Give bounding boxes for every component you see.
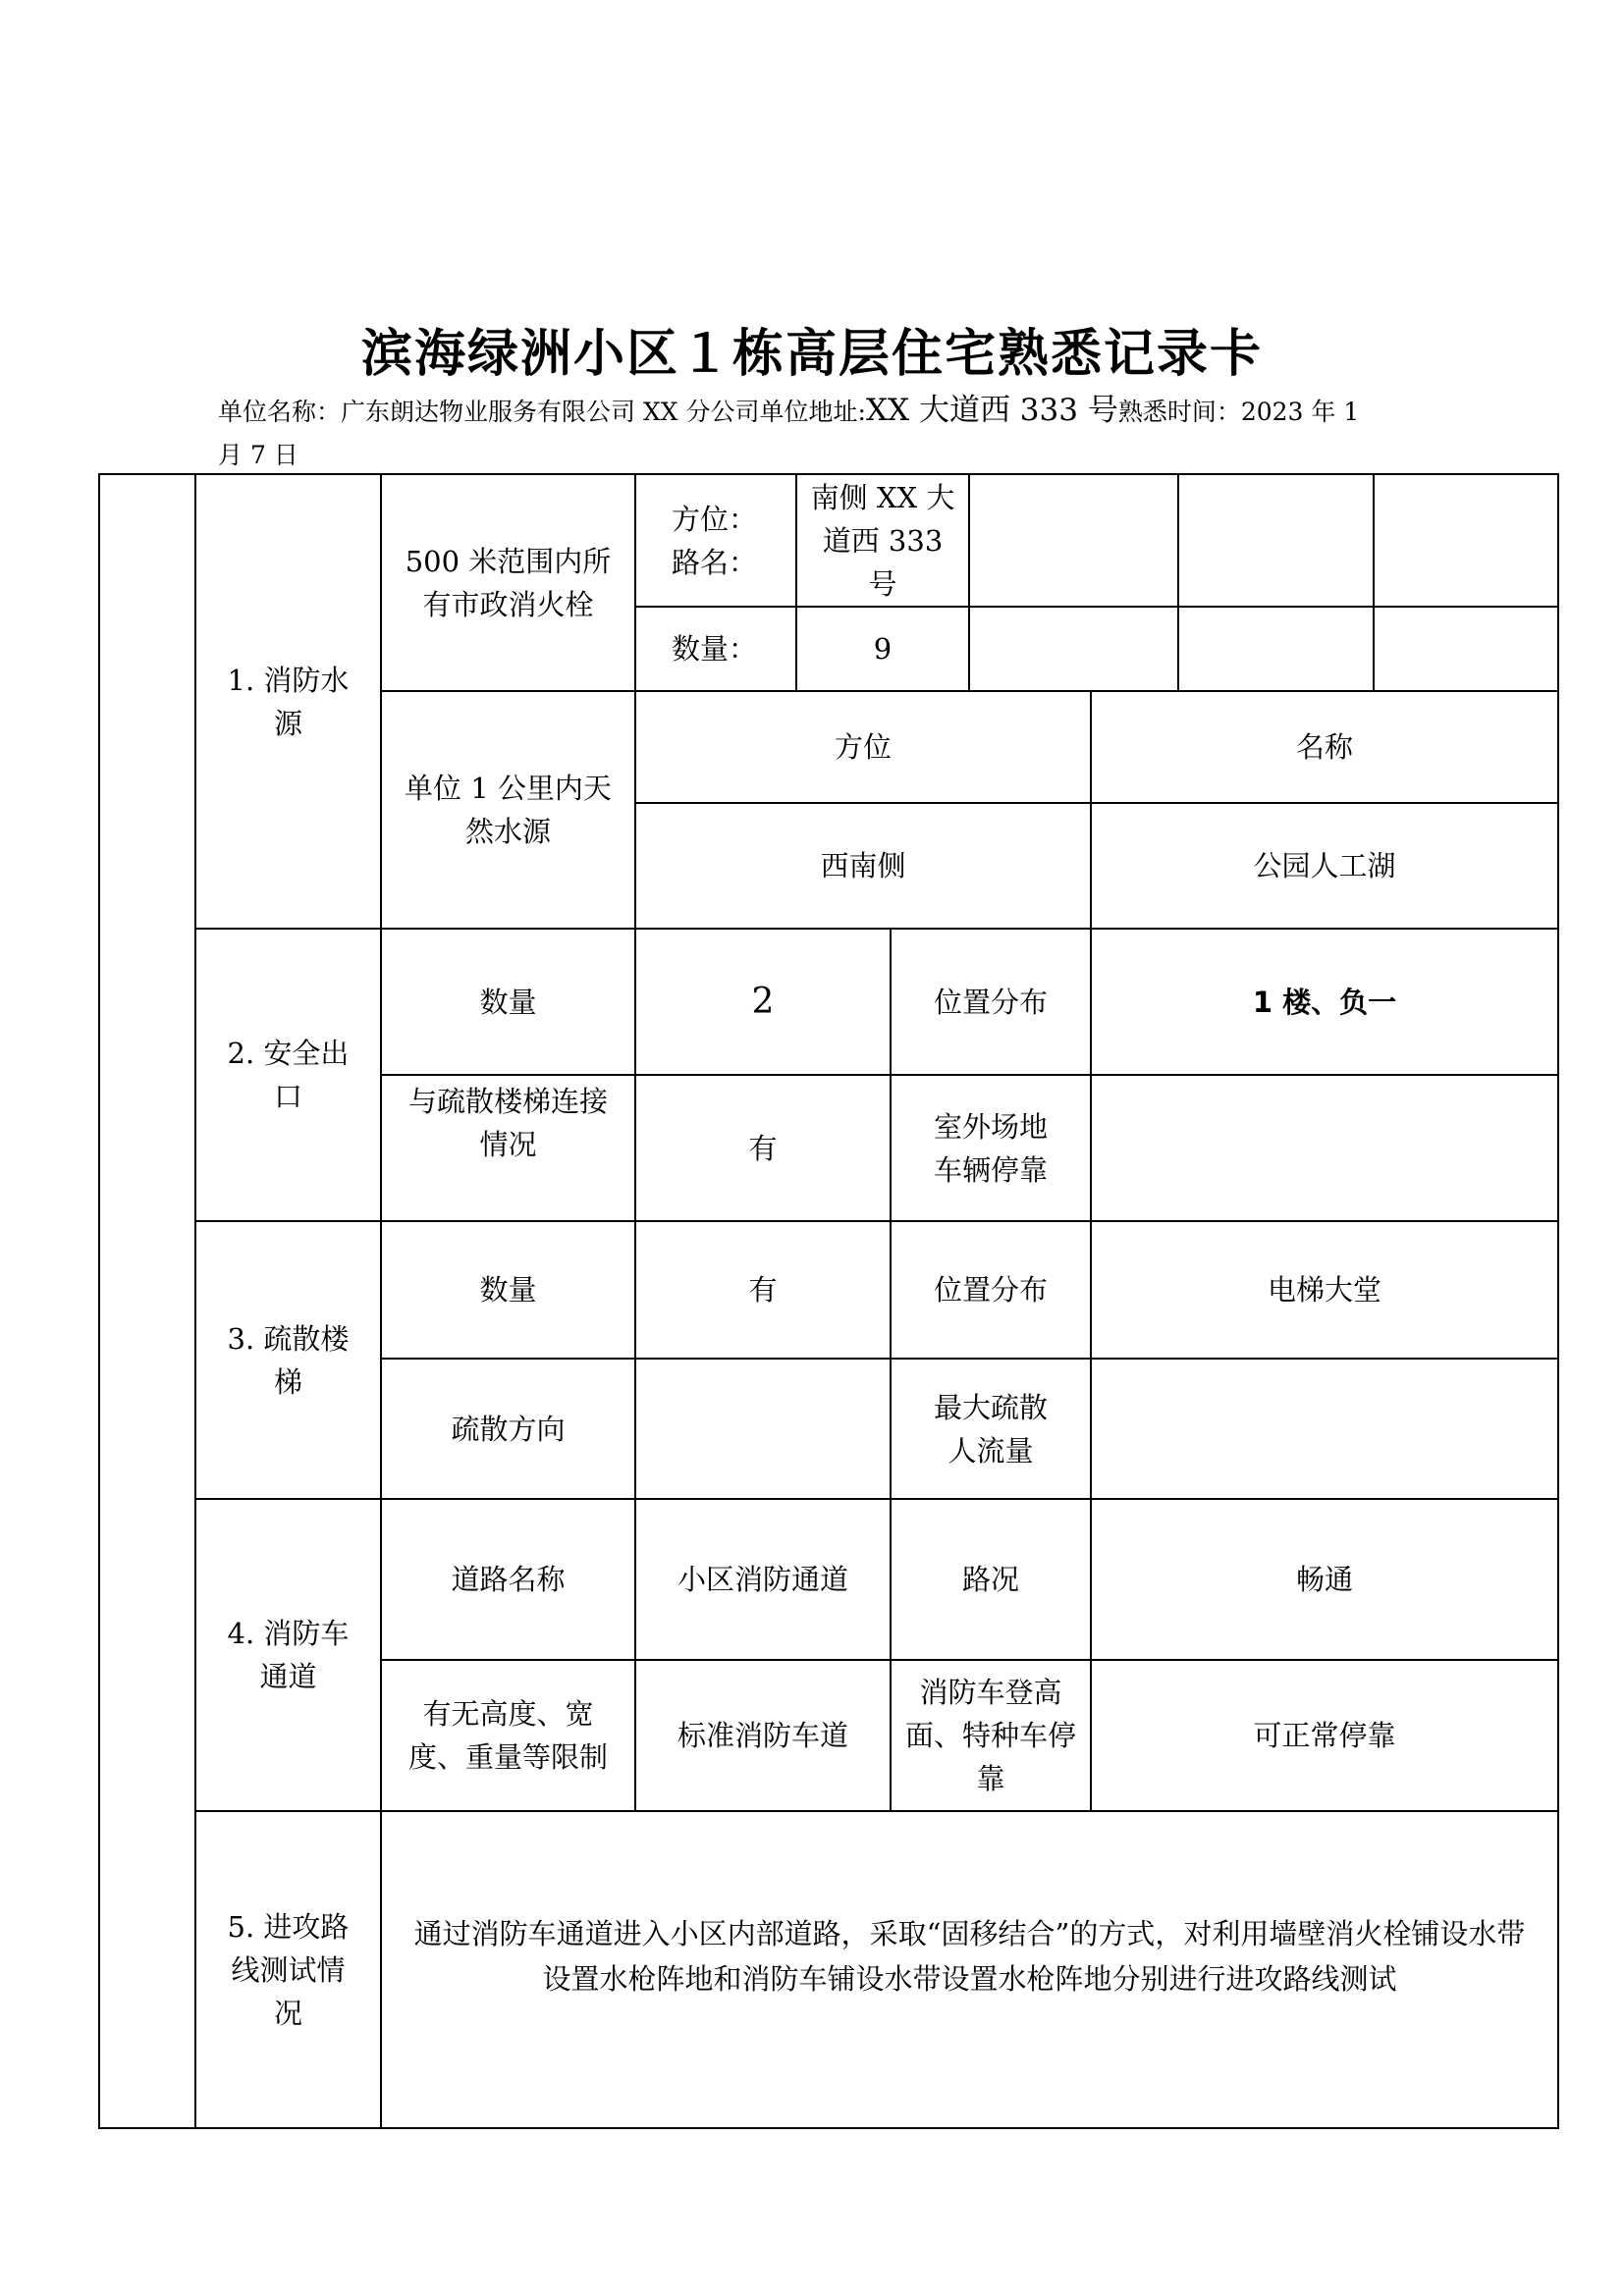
stair-link-value: 有 <box>748 1131 778 1165</box>
table-border-bottom <box>98 2127 1559 2129</box>
natural-direction-header: 方位 <box>834 730 892 764</box>
stairs-count-label: 数量 <box>479 1273 537 1307</box>
section-label-stairs: 3. 疏散楼梯 <box>227 1321 350 1399</box>
natural-name-header: 名称 <box>1295 730 1353 764</box>
exit-count-value: 2 <box>751 981 775 1022</box>
stairs-location-value: 电梯大堂 <box>1267 1273 1381 1307</box>
section-label-fire-lane: 4. 消防车通道 <box>227 1617 350 1693</box>
page-title: 滨海绿洲小区１栋高层住宅熟悉记录卡 <box>360 325 1263 384</box>
time-label: 熟悉时间： <box>1117 398 1241 426</box>
outdoor-parking-value <box>1092 1076 1557 1220</box>
exit-location-label: 位置分布 <box>933 985 1048 1019</box>
table-divider <box>968 473 970 691</box>
table-divider <box>1177 473 1179 691</box>
section-label-attack: 5. 进攻路线测试情况 <box>227 1909 350 2030</box>
table-divider <box>1373 473 1375 691</box>
hydrant-count-label: 数量： <box>672 632 758 666</box>
road-condition-label: 路况 <box>961 1563 1019 1596</box>
road-name-label: 道路名称 <box>451 1563 566 1596</box>
evac-direction-value <box>636 1360 890 1498</box>
hydrant-label: 500 米范围内所有市政消火栓 <box>405 544 612 621</box>
stairs-location-label: 位置分布 <box>933 1273 1048 1307</box>
natural-water-label: 单位 1 公里内天然水源 <box>405 772 612 848</box>
unit-name: 广东朗达物业服务有限公司 XX 分公司 <box>341 398 760 426</box>
table-border-left <box>98 473 100 2129</box>
stairs-count-value: 有 <box>748 1273 778 1307</box>
max-flow-label: 最大疏散人流量 <box>933 1390 1048 1468</box>
exit-count-label: 数量 <box>479 985 537 1019</box>
limits-label: 有无高度、宽度、重量等限制 <box>407 1697 608 1774</box>
address-value: XX 大道西 333 号 <box>865 393 1118 428</box>
hydrant-count-value: 9 <box>873 632 893 666</box>
direction-road-value: 南侧 XX 大道西 333 号 <box>810 480 955 601</box>
limits-value: 标准消防车道 <box>677 1719 848 1752</box>
table-border-right <box>1557 473 1559 2129</box>
max-flow-value <box>1092 1360 1557 1498</box>
time-value-line1: 2023 年 1 <box>1240 398 1360 426</box>
stair-link-label: 与疏散楼梯连接情况 <box>407 1084 608 1161</box>
section-label-exit: 2. 安全出口 <box>227 1037 350 1113</box>
address-label: 单位地址: <box>759 398 866 426</box>
evac-direction-label: 疏散方向 <box>451 1412 566 1446</box>
section-label-water: 1. 消防水源 <box>227 663 350 740</box>
exit-location-value: 1 楼、负一 <box>1252 985 1397 1019</box>
attack-route-description: 通过消防车通道进入小区内部道路，采取“固移结合”的方式，对利用墙壁消火栓铺设水带设置水枪阵地和消防车铺设水带设置水枪阵地分别进行进攻路线测试 <box>413 1916 1526 1996</box>
direction-road-label: 方位：路名： <box>672 502 758 579</box>
unit-label: 单位名称： <box>218 398 342 426</box>
aerial-parking-value: 可正常停靠 <box>1253 1719 1396 1752</box>
document-meta <box>218 389 1426 477</box>
road-name-value: 小区消防通道 <box>677 1563 848 1596</box>
time-value-line2: 月 7 日 <box>218 441 298 469</box>
natural-direction-value: 西南侧 <box>820 849 906 882</box>
natural-name-value: 公园人工湖 <box>1253 849 1396 882</box>
outdoor-parking-label: 室外场地车辆停靠 <box>933 1109 1048 1187</box>
road-condition-value: 畅通 <box>1295 1563 1353 1596</box>
aerial-parking-label: 消防车登高面、特种车停靠 <box>905 1676 1077 1795</box>
